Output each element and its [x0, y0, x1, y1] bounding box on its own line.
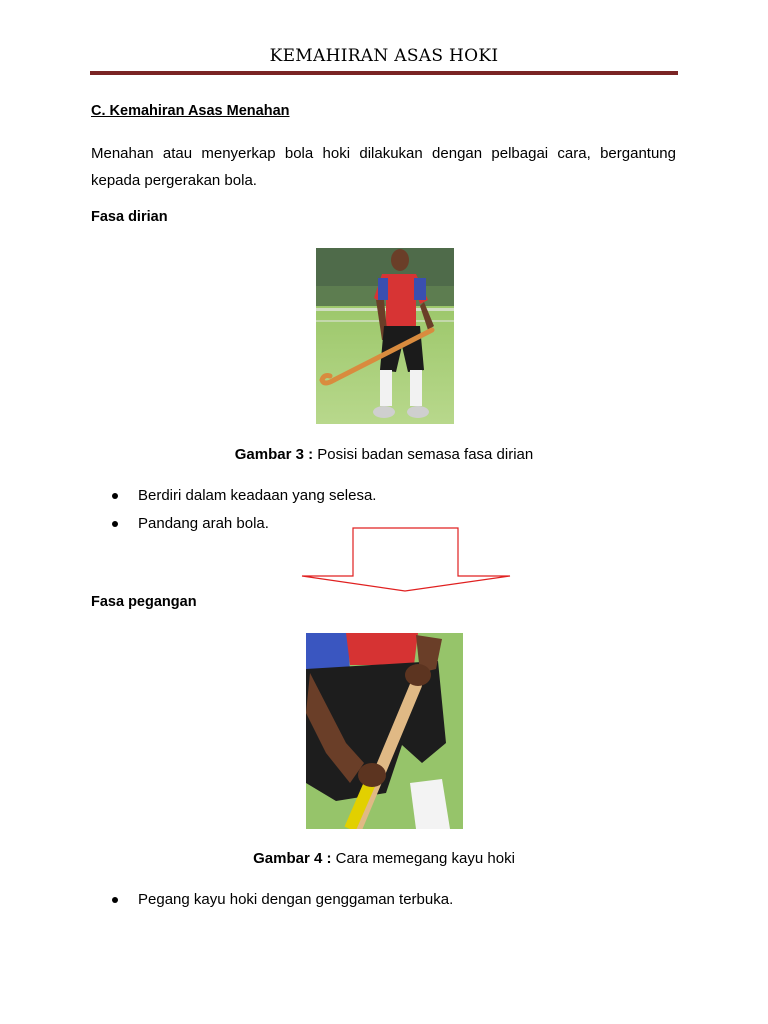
intro-paragraph: Menahan atau menyerkap bola hoki dilakukan dengan pelbagai cara, bergantung kepada pergerakan bola.	[91, 145, 676, 189]
bullet-icon	[112, 521, 118, 527]
caption-label: Gambar 4 :	[253, 850, 332, 867]
caption-label: Gambar 3 :	[234, 446, 314, 463]
section-heading: C. Kemahiran Asas Menahan	[91, 103, 290, 119]
bullet-icon	[112, 493, 118, 499]
stick-grip-image	[306, 633, 463, 829]
figure-caption-3	[0, 446, 768, 463]
list-item: Pandang arah bola.	[112, 515, 376, 543]
standing-player-image	[316, 248, 454, 424]
phase-title-dirian: Fasa dirian	[91, 209, 168, 225]
figure-caption-4	[0, 850, 768, 867]
list-item: Berdiri dalam keadaan yang selesa.	[112, 487, 376, 515]
photo-grip	[306, 633, 463, 829]
header-divider	[90, 71, 678, 75]
caption-text: Posisi badan semasa fasa dirian	[317, 446, 534, 463]
photo-standing-position	[316, 248, 454, 424]
page-title: KEMAHIRAN ASAS HOKI	[269, 46, 499, 66]
down-arrow-icon	[300, 525, 512, 595]
bullet-list-pegangan	[112, 891, 453, 919]
list-item: Pegang kayu hoki dengan genggaman terbuka.	[112, 891, 453, 919]
bullet-icon	[112, 897, 118, 903]
caption-text: Cara memegang kayu hoki	[335, 850, 515, 867]
phase-title-pegangan: Fasa pegangan	[91, 594, 197, 610]
